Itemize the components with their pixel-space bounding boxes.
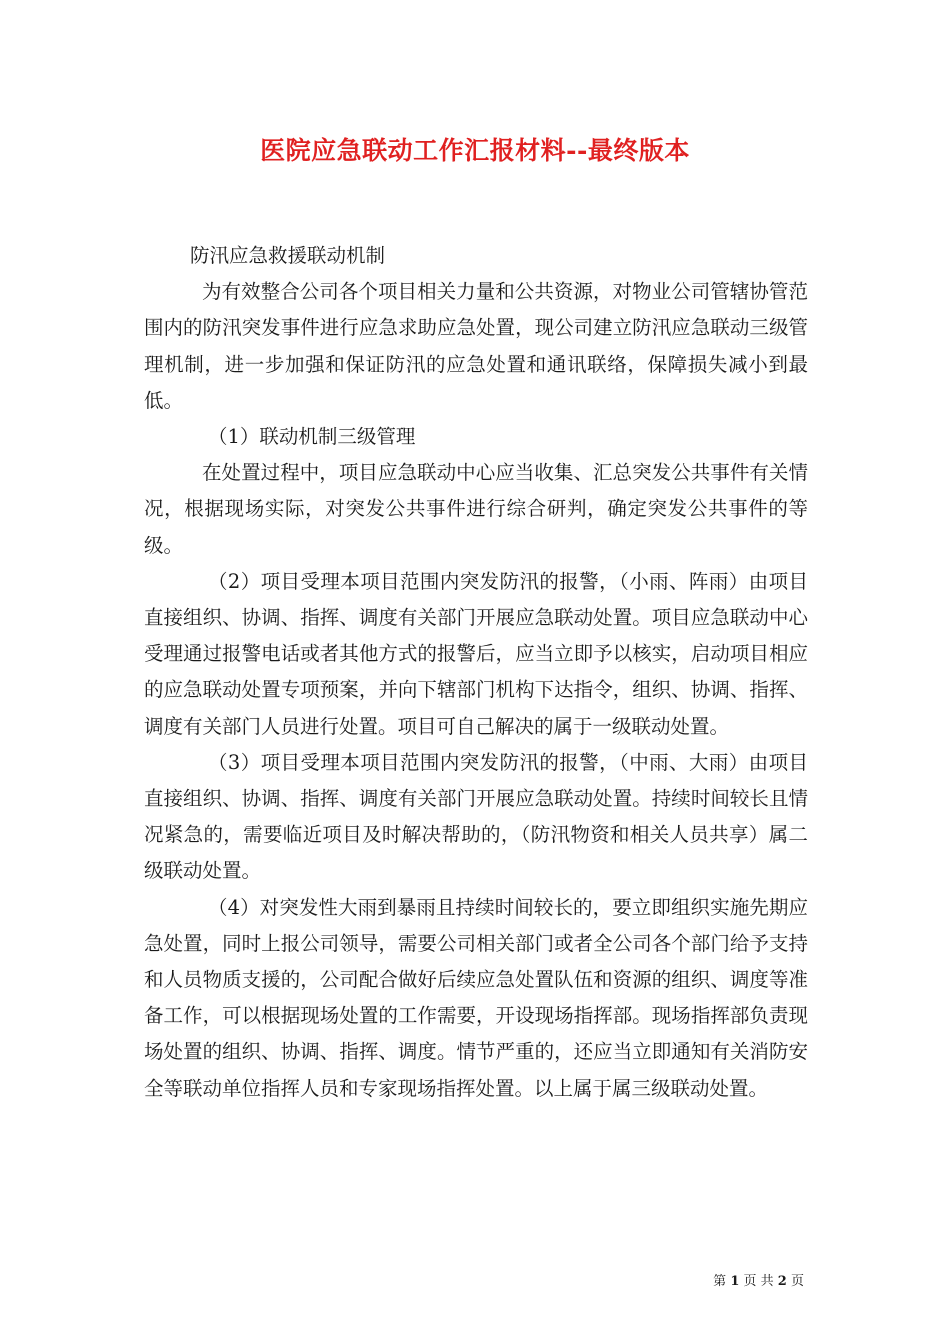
document-title: 医院应急联动工作汇报材料--最终版本 [260, 136, 690, 165]
section-heading: 防汛应急救援联动机制 [190, 244, 386, 267]
paragraph-assessment: 在处置过程中，项目应急联动中心应当收集、汇总突发公共事件有关情况，根据现场实际，对突发公共事件进行综合研判，确定突发公共事件的等级。 [144, 461, 808, 557]
footer-middle: 页 共 [743, 1274, 774, 1289]
document-body [144, 238, 808, 1107]
paragraph-item-3: （3）项目受理本项目范围内突发防汛的报警，（中雨、大雨）由项目直接组织、协调、指挥、调度有关部门开展应急联动处置。持续时间较长且情况紧急的，需要临近项目及时解决帮助的，（防汛物资和相关人员共享）属二级联动处置。 [144, 750, 808, 883]
paragraph-item-1-heading: （1）联动机制三级管理 [208, 425, 416, 449]
footer-total-pages: 2 [777, 1274, 787, 1289]
footer-suffix: 页 [790, 1274, 804, 1289]
footer-prefix: 第 [713, 1274, 727, 1289]
paragraph-item-4: （4）对突发性大雨到暴雨且持续时间较长的，要立即组织实施先期应急处置，同时上报公司领导，需要公司相关部门或者全公司各个部门给予支持和人员物质支援的，公司配合做好后续应急处置队伍和资源的组织、调度等准备工作，可以根据现场处置的工作需要，开设现场指挥部。现场指挥部负责现场处置的组织、协调、指挥、调度。情节严重的，还应当立即通知有关消防安全等联动单位指挥人员和专家现场指挥处置。以上属于属三级联动处置。 [144, 895, 808, 1100]
paragraph-intro: 为有效整合公司各个项目相关力量和公共资源，对物业公司管辖协管范围内的防汛突发事件进行应急求助应急处置，现公司建立防汛应急联动三级管理机制，进一步加强和保证防汛的应急处置和通讯联络，保障损失减小到最低。 [144, 280, 808, 412]
paragraph-item-2: （2）项目受理本项目范围内突发防汛的报警，（小雨、阵雨）由项目直接组织、协调、指挥、调度有关部门开展应急联动处置。项目应急联动中心受理通过报警电话或者其他方式的报警后，应当立即予以核实，启动项目相应的应急联动处置专项预案，并向下辖部门机构下达指令，组织、协调、指挥、调度有关部门人员进行处置。项目可自己解决的属于一级联动处置。 [144, 569, 808, 738]
footer-current-page: 1 [730, 1274, 740, 1289]
page-number-footer [713, 1270, 804, 1289]
